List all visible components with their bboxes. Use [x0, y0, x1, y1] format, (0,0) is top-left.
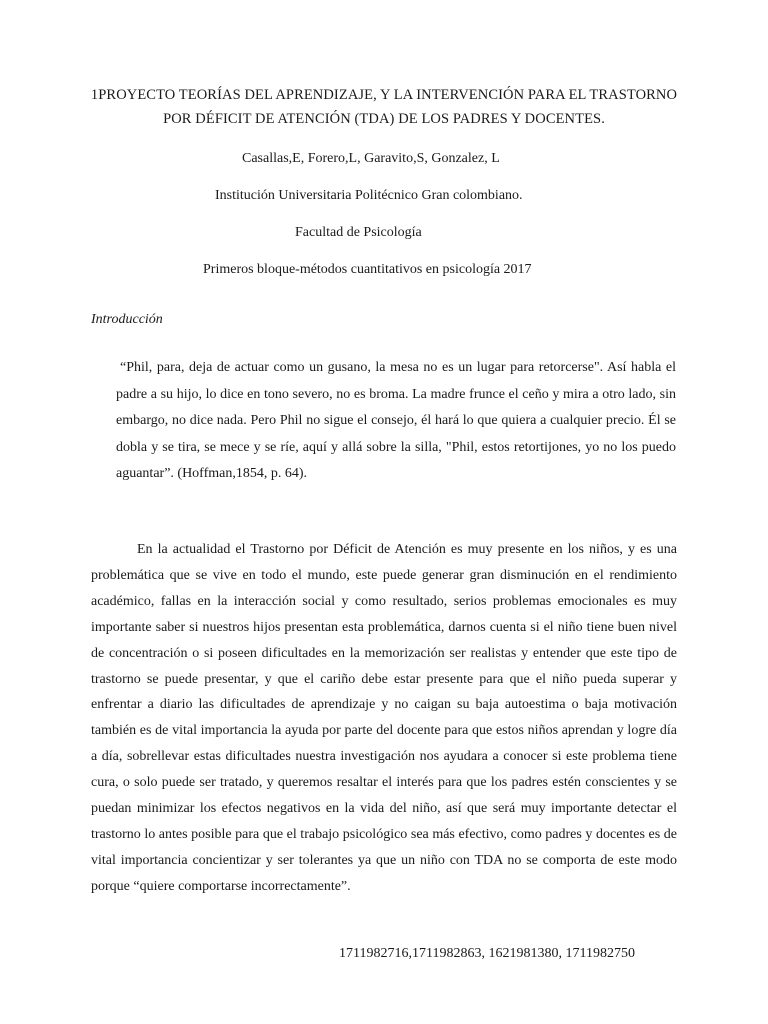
- student-ids: 1711982716,1711982863, 1621981380, 1711982750: [339, 946, 635, 961]
- institution-line: Institución Universitaria Politécnico Gran colombiano.: [215, 188, 523, 203]
- body-paragraph: En la actualidad el Trastorno por Déficit de Atención es muy presente en los niños, y es una problemática que se vive en todo el mundo, este puede generar gran disminución en el rendimiento académico, fallas en la interacción social y como resultado, serios problemas emocionales es muy importante saber si nuestros hijos presentan esta problemática, darnos cuenta si el niño tiene buen nivel de concentración o si poseen dificultades en la memorización ser realistas y entender que este tipo de trastorno se puede presentar, y que el cariño debe estar presente para que el niño pueda superar y enfrentar a diario las dificultades de aprendizaje y no caigan su baja autoestima o baja motivación también es de vital importancia la ayuda por parte del docente para que estos niños aprendan y logre día a día, sobrellevar estas dificultades nuestra investigación nos ayudara a conocer si este problema tiene cura, o solo puede ser tratado, y queremos resaltar el interés para que los padres estén conscientes y se puedan minimizar los efectos negativos en la vida del niño, así que será muy importante detectar el trastorno lo antes posible para que el trabajo psicológico sea más efectivo, como padres y docentes es de vital importancia concientizar y ser tolerantes ya que un niño con TDA no se comporta de este modo porque “quiere comportarse incorrectamente”.: [91, 542, 677, 894]
- course-block-line: Primeros bloque-métodos cuantitativos en psicología 2017: [203, 262, 532, 277]
- authors-line: Casallas,E, Forero,L, Garavito,S, Gonzalez, L: [242, 151, 500, 166]
- opening-quote: “Phil, para, deja de actuar como un gusano, la mesa no es un lugar para retorcerse". Así habla el padre a su hijo, lo dice en tono severo, no es broma. La madre frunce el ceño y mira a otro lado, sin embargo, no dice nada. Pero Phil no sigue el consejo, él hará lo que quiera a cualquier precio. Él se dobla y se tira, se mece y se ríe, aquí y allá sobre la silla, "Phil, estos retortijones, yo no los puedo aguantar”. (Hoffman,1854, p. 64).: [116, 360, 676, 481]
- faculty-line: Facultad de Psicología: [295, 225, 422, 240]
- introduction-heading: Introducción: [91, 312, 163, 327]
- document-title: 1PROYECTO TEORÍAS DEL APRENDIZAJE, Y LA INTERVENCIÓN PARA EL TRASTORNO POR DÉFICIT DE ATENCIÓN (TDA) DE LOS PADRES Y DOCENTES.: [90, 87, 678, 127]
